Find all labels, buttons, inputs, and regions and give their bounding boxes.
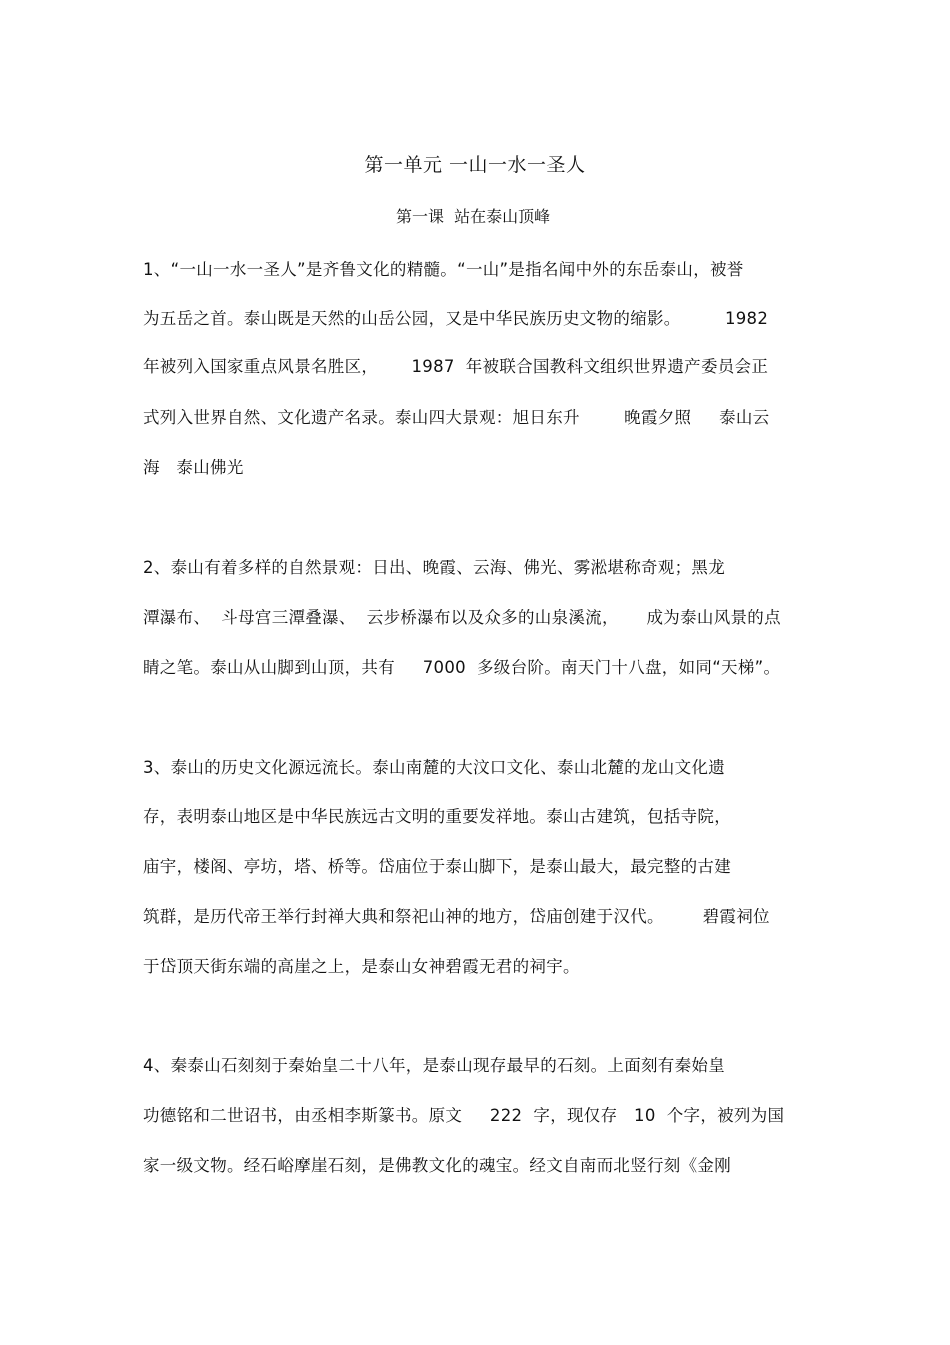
paragraph-2-line-1: 2、泰山有着多样的自然景观：日出、晚霞、云海、佛光、雾淞堪称奇观；黑龙	[143, 558, 725, 577]
paragraph-4-line-2: 功德铭和二世诏书，由丞相李斯篆书。原文 222 字，现仅存 10 个字，被列为国	[143, 1106, 785, 1125]
unit-title: 第一单元 一山一水一圣人	[364, 154, 586, 176]
paragraph-1-line-4: 式列入世界自然、文化遗产名录。泰山四大景观：旭日东升 晚霞夕照 泰山云	[143, 408, 770, 427]
paragraph-3-line-4: 筑群，是历代帝王举行封禅大典和祭祀山神的地方，岱庙创建于汉代。 碧霞祠位	[143, 907, 770, 926]
paragraph-3-line-5: 于岱顶天街东端的高崖之上，是泰山女神碧霞无君的祠宇。	[143, 957, 580, 976]
paragraph-2-line-3: 睛之笔。泰山从山脚到山顶，共有 7000 多级台阶。南天门十八盘，如同“天梯”。	[143, 658, 781, 677]
paragraph-1-line-2: 为五岳之首。泰山既是天然的山岳公园，又是中华民族历史文物的缩影。 1982	[143, 309, 769, 328]
paragraph-3-line-2: 存，表明泰山地区是中华民族远古文明的重要发祥地。泰山古建筑，包括寺院，	[143, 807, 731, 826]
paragraph-1-line-5: 海 泰山佛光	[143, 458, 244, 477]
paragraph-3-line-1: 3、泰山的历史文化源远流长。泰山南麓的大汶口文化、泰山北麓的龙山文化遗	[143, 758, 725, 777]
paragraph-3-line-3: 庙宇，楼阁、亭坊，塔、桥等。岱庙位于泰山脚下，是泰山最大，最完整的古建	[143, 857, 731, 876]
paragraph-1-line-3: 年被列入国家重点风景名胜区， 1987 年被联合国教科文组织世界遗产委员会正	[143, 357, 769, 376]
paragraph-1-line-1: 1、“一山一水一圣人”是齐鲁文化的精髓。“一山”是指名闻中外的东岳泰山，被誉	[143, 260, 744, 279]
paragraph-2-line-2: 潭瀑布、 斗母宫三潭叠瀑、 云步桥瀑布以及众多的山泉溪流， 成为泰山风景的点	[143, 608, 781, 627]
paragraph-4-line-3: 家一级文物。经石峪摩崖石刻，是佛教文化的魂宝。经文自南而北竖行刻《金刚	[143, 1156, 731, 1175]
lesson-subtitle: 第一课 站在泰山顶峰	[396, 207, 551, 226]
paragraph-4-line-1: 4、秦泰山石刻刻于秦始皇二十八年，是泰山现存最早的石刻。上面刻有秦始皇	[143, 1056, 725, 1075]
